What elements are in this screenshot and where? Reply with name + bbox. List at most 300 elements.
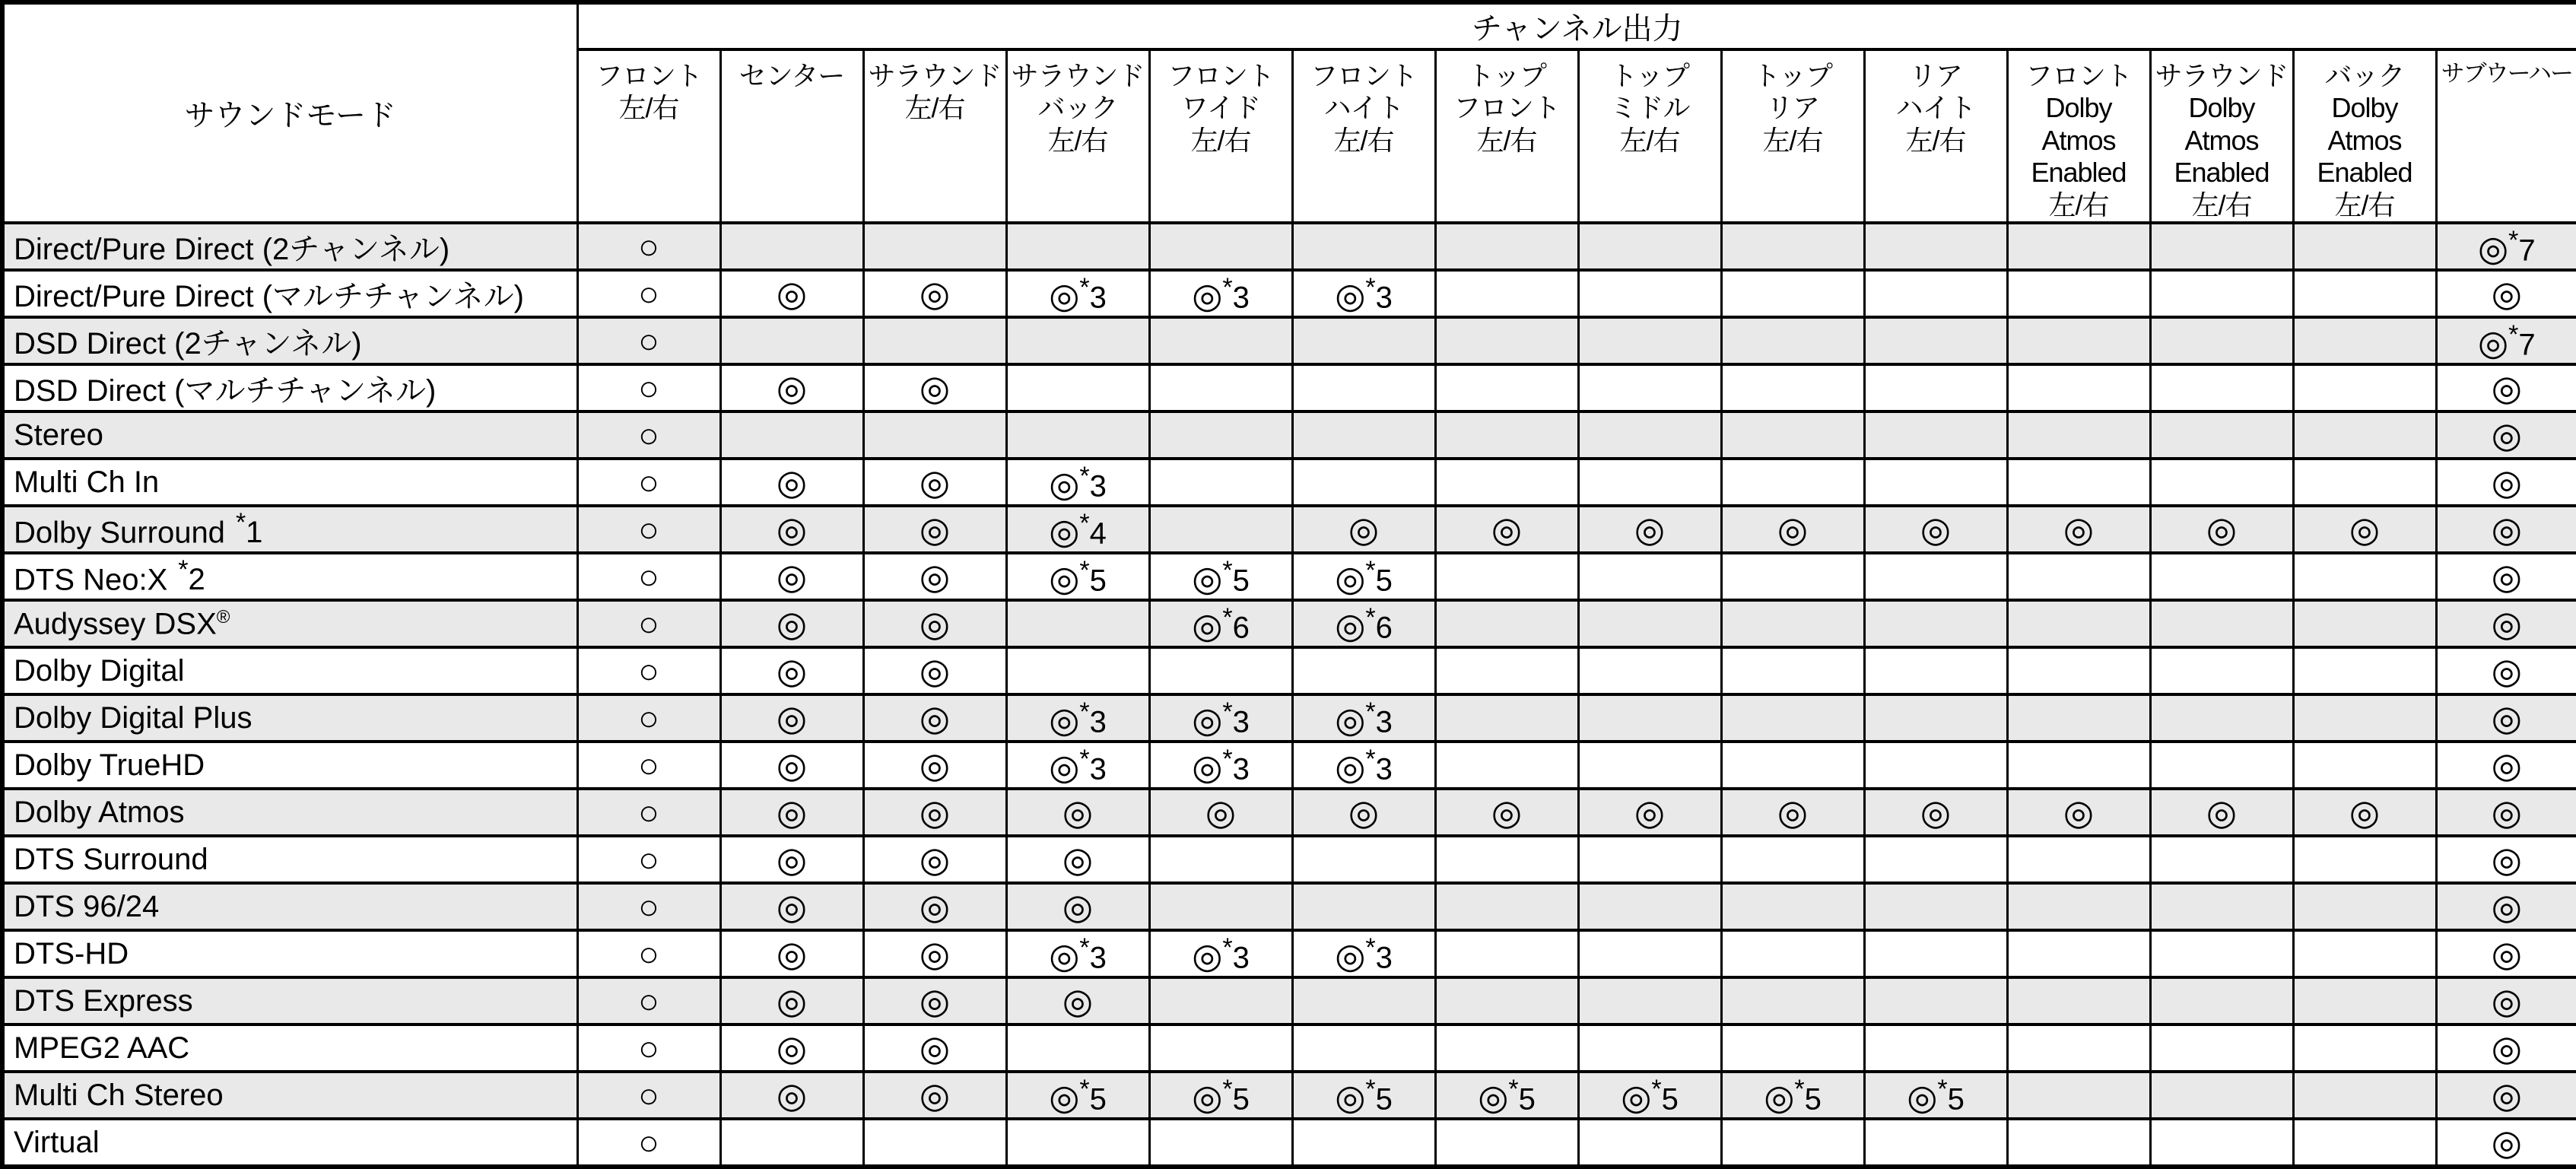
- empty-cell-top-rear-lr: [1721, 364, 1864, 411]
- empty-cell-top-middle-lr: [1578, 553, 1721, 600]
- output-mark-front-lr: ○: [577, 930, 720, 977]
- output-mark-front-lr: ○: [577, 1024, 720, 1072]
- sound-mode-label: Direct/Pure Direct (2チャンネル): [2, 223, 577, 270]
- empty-cell-top-rear-lr: [1721, 270, 1864, 317]
- output-mark-front-lr: ○: [577, 364, 720, 411]
- output-mark-front-lr: ○: [577, 836, 720, 883]
- empty-cell-front-height-lr: [1292, 647, 1435, 694]
- empty-cell-back-dolby-atmos-lr: [2293, 742, 2436, 789]
- output-mark-surround-back-lr: ◎*3: [1006, 694, 1149, 742]
- empty-cell-surround-dolby-atmos-lr: [2150, 1024, 2293, 1072]
- sound-mode-label: Dolby Digital: [2, 647, 577, 694]
- output-mark-front-wide-lr: ◎*5: [1149, 553, 1292, 600]
- empty-cell-rear-height-lr: [1864, 694, 2007, 742]
- output-mark-center: ◎: [720, 789, 863, 836]
- output-mark-surround-dolby-atmos-lr: ◎: [2150, 506, 2293, 553]
- output-mark-back-dolby-atmos-lr: ◎: [2293, 789, 2436, 836]
- empty-cell-top-rear-lr: [1721, 883, 1864, 930]
- output-mark-surround-back-lr: ◎*3: [1006, 930, 1149, 977]
- output-mark-top-front-lr: ◎: [1435, 506, 1578, 553]
- output-mark-surround-back-lr: ◎: [1006, 789, 1149, 836]
- empty-cell-surround-dolby-atmos-lr: [2150, 977, 2293, 1024]
- empty-cell-back-dolby-atmos-lr: [2293, 930, 2436, 977]
- empty-cell-top-rear-lr: [1721, 694, 1864, 742]
- table-row: [2, 600, 2576, 647]
- header-row-top: [2, 2, 2576, 49]
- empty-cell-surround-dolby-atmos-lr: [2150, 553, 2293, 600]
- output-mark-top-middle-lr: ◎: [1578, 789, 1721, 836]
- column-header-top-middle-lr: トップ ミドル 左/右: [1578, 49, 1721, 223]
- table-row: [2, 223, 2576, 270]
- sound-mode-label: DTS-HD: [2, 930, 577, 977]
- table-row: [2, 1119, 2576, 1167]
- empty-cell-front-dolby-atmos-lr: [2007, 647, 2150, 694]
- empty-cell-front-dolby-atmos-lr: [2007, 600, 2150, 647]
- empty-cell-back-dolby-atmos-lr: [2293, 836, 2436, 883]
- empty-cell-surround-lr: [863, 1119, 1006, 1167]
- empty-cell-front-wide-lr: [1149, 977, 1292, 1024]
- empty-cell-rear-height-lr: [1864, 977, 2007, 1024]
- output-mark-surround-lr: ◎: [863, 789, 1006, 836]
- empty-cell-surround-lr: [863, 223, 1006, 270]
- empty-cell-top-front-lr: [1435, 223, 1578, 270]
- output-mark-subwoofer: ◎*7: [2436, 317, 2576, 364]
- empty-cell-rear-height-lr: [1864, 317, 2007, 364]
- sound-mode-label: Dolby Surround *1: [2, 506, 577, 553]
- output-mark-subwoofer: ◎: [2436, 694, 2576, 742]
- output-mark-center: ◎: [720, 600, 863, 647]
- empty-cell-surround-dolby-atmos-lr: [2150, 317, 2293, 364]
- output-mark-subwoofer: ◎*7: [2436, 223, 2576, 270]
- table-body: [2, 223, 2576, 1167]
- empty-cell-top-middle-lr: [1578, 1119, 1721, 1167]
- empty-cell-top-front-lr: [1435, 694, 1578, 742]
- sound-mode-label: Virtual: [2, 1119, 577, 1167]
- output-mark-front-lr: ○: [577, 647, 720, 694]
- output-mark-center: ◎: [720, 270, 863, 317]
- empty-cell-top-middle-lr: [1578, 647, 1721, 694]
- empty-cell-back-dolby-atmos-lr: [2293, 647, 2436, 694]
- sound-mode-label: DTS Neo:X *2: [2, 553, 577, 600]
- empty-cell-top-front-lr: [1435, 742, 1578, 789]
- column-header-top-rear-lr: トップ リア 左/右: [1721, 49, 1864, 223]
- empty-cell-back-dolby-atmos-lr: [2293, 317, 2436, 364]
- empty-cell-front-height-lr: [1292, 1024, 1435, 1072]
- empty-cell-top-middle-lr: [1578, 883, 1721, 930]
- empty-cell-surround-dolby-atmos-lr: [2150, 930, 2293, 977]
- empty-cell-front-dolby-atmos-lr: [2007, 694, 2150, 742]
- output-mark-surround-lr: ◎: [863, 883, 1006, 930]
- empty-cell-back-dolby-atmos-lr: [2293, 364, 2436, 411]
- empty-cell-surround-back-lr: [1006, 647, 1149, 694]
- output-mark-front-lr: ○: [577, 553, 720, 600]
- output-mark-surround-back-lr: ◎: [1006, 883, 1149, 930]
- empty-cell-surround-dolby-atmos-lr: [2150, 836, 2293, 883]
- output-mark-center: ◎: [720, 1072, 863, 1119]
- output-mark-subwoofer: ◎: [2436, 977, 2576, 1024]
- column-header-surround-dolby-atmos-lr: サラウンド Dolby Atmos Enabled 左/右: [2150, 49, 2293, 223]
- empty-cell-back-dolby-atmos-lr: [2293, 553, 2436, 600]
- output-mark-front-lr: ○: [577, 459, 720, 506]
- table-row: [2, 977, 2576, 1024]
- empty-cell-top-rear-lr: [1721, 977, 1864, 1024]
- empty-cell-surround-back-lr: [1006, 1024, 1149, 1072]
- output-mark-rear-height-lr: ◎*5: [1864, 1072, 2007, 1119]
- empty-cell-surround-dolby-atmos-lr: [2150, 1119, 2293, 1167]
- empty-cell-rear-height-lr: [1864, 883, 2007, 930]
- sound-mode-label: DTS 96/24: [2, 883, 577, 930]
- empty-cell-surround-dolby-atmos-lr: [2150, 883, 2293, 930]
- output-mark-surround-lr: ◎: [863, 553, 1006, 600]
- empty-cell-front-wide-lr: [1149, 411, 1292, 459]
- output-mark-subwoofer: ◎: [2436, 411, 2576, 459]
- empty-cell-center: [720, 411, 863, 459]
- empty-cell-center: [720, 223, 863, 270]
- table-row: [2, 364, 2576, 411]
- empty-cell-surround-dolby-atmos-lr: [2150, 694, 2293, 742]
- output-mark-subwoofer: ◎: [2436, 1024, 2576, 1072]
- output-mark-surround-dolby-atmos-lr: ◎: [2150, 789, 2293, 836]
- empty-cell-top-front-lr: [1435, 1024, 1578, 1072]
- empty-cell-front-wide-lr: [1149, 459, 1292, 506]
- empty-cell-front-dolby-atmos-lr: [2007, 742, 2150, 789]
- empty-cell-front-dolby-atmos-lr: [2007, 364, 2150, 411]
- output-mark-surround-back-lr: ◎*5: [1006, 1072, 1149, 1119]
- empty-cell-surround-back-lr: [1006, 223, 1149, 270]
- footnote-marker: *1: [235, 507, 263, 549]
- output-mark-center: ◎: [720, 930, 863, 977]
- empty-cell-top-middle-lr: [1578, 364, 1721, 411]
- empty-cell-front-wide-lr: [1149, 1119, 1292, 1167]
- empty-cell-front-height-lr: [1292, 364, 1435, 411]
- table-row: [2, 317, 2576, 364]
- sound-mode-label: Dolby TrueHD: [2, 742, 577, 789]
- output-mark-center: ◎: [720, 506, 863, 553]
- empty-cell-surround-lr: [863, 411, 1006, 459]
- empty-cell-back-dolby-atmos-lr: [2293, 977, 2436, 1024]
- empty-cell-back-dolby-atmos-lr: [2293, 694, 2436, 742]
- empty-cell-top-rear-lr: [1721, 836, 1864, 883]
- output-mark-front-dolby-atmos-lr: ◎: [2007, 789, 2150, 836]
- empty-cell-top-middle-lr: [1578, 223, 1721, 270]
- empty-cell-top-front-lr: [1435, 836, 1578, 883]
- empty-cell-surround-back-lr: [1006, 317, 1149, 364]
- sound-mode-label: DSD Direct (マルチチャンネル): [2, 364, 577, 411]
- output-mark-front-height-lr: ◎*3: [1292, 930, 1435, 977]
- output-mark-top-rear-lr: ◎*5: [1721, 1072, 1864, 1119]
- output-mark-surround-lr: ◎: [863, 270, 1006, 317]
- empty-cell-center: [720, 317, 863, 364]
- table-row: [2, 836, 2576, 883]
- empty-cell-top-middle-lr: [1578, 742, 1721, 789]
- empty-cell-surround-back-lr: [1006, 364, 1149, 411]
- output-mark-top-middle-lr: ◎*5: [1578, 1072, 1721, 1119]
- empty-cell-front-dolby-atmos-lr: [2007, 883, 2150, 930]
- output-mark-subwoofer: ◎: [2436, 930, 2576, 977]
- output-mark-front-lr: ○: [577, 1119, 720, 1167]
- empty-cell-top-middle-lr: [1578, 930, 1721, 977]
- table-row: [2, 883, 2576, 930]
- empty-cell-back-dolby-atmos-lr: [2293, 223, 2436, 270]
- empty-cell-front-wide-lr: [1149, 317, 1292, 364]
- output-mark-center: ◎: [720, 694, 863, 742]
- output-mark-surround-lr: ◎: [863, 694, 1006, 742]
- empty-cell-surround-back-lr: [1006, 1119, 1149, 1167]
- empty-cell-front-dolby-atmos-lr: [2007, 1072, 2150, 1119]
- empty-cell-top-front-lr: [1435, 930, 1578, 977]
- output-mark-front-lr: ○: [577, 223, 720, 270]
- empty-cell-front-dolby-atmos-lr: [2007, 977, 2150, 1024]
- table-row: [2, 553, 2576, 600]
- output-mark-surround-lr: ◎: [863, 930, 1006, 977]
- empty-cell-front-wide-lr: [1149, 883, 1292, 930]
- output-mark-top-front-lr: ◎*5: [1435, 1072, 1578, 1119]
- empty-cell-rear-height-lr: [1864, 459, 2007, 506]
- output-mark-center: ◎: [720, 742, 863, 789]
- table-row: [2, 1072, 2576, 1119]
- output-mark-front-wide-lr: ◎: [1149, 789, 1292, 836]
- output-mark-surround-lr: ◎: [863, 506, 1006, 553]
- empty-cell-top-front-lr: [1435, 459, 1578, 506]
- empty-cell-front-height-lr: [1292, 1119, 1435, 1167]
- empty-cell-front-height-lr: [1292, 977, 1435, 1024]
- sound-mode-label: Multi Ch Stereo: [2, 1072, 577, 1119]
- table-row: [2, 742, 2576, 789]
- output-mark-front-lr: ○: [577, 317, 720, 364]
- output-mark-center: ◎: [720, 364, 863, 411]
- column-header-front-height-lr: フロント ハイト 左/右: [1292, 49, 1435, 223]
- output-mark-center: ◎: [720, 1024, 863, 1072]
- sound-mode-label: Multi Ch In: [2, 459, 577, 506]
- empty-cell-top-front-lr: [1435, 647, 1578, 694]
- output-mark-center: ◎: [720, 647, 863, 694]
- column-header-front-dolby-atmos-lr: フロント Dolby Atmos Enabled 左/右: [2007, 49, 2150, 223]
- empty-cell-front-dolby-atmos-lr: [2007, 1024, 2150, 1072]
- output-mark-front-wide-lr: ◎*6: [1149, 600, 1292, 647]
- empty-cell-top-front-lr: [1435, 364, 1578, 411]
- output-mark-front-height-lr: ◎*5: [1292, 553, 1435, 600]
- column-header-rear-height-lr: リア ハイト 左/右: [1864, 49, 2007, 223]
- empty-cell-surround-lr: [863, 317, 1006, 364]
- empty-cell-top-middle-lr: [1578, 600, 1721, 647]
- output-mark-subwoofer: ◎: [2436, 553, 2576, 600]
- sound-mode-label: Audyssey DSX®: [2, 600, 577, 647]
- empty-cell-rear-height-lr: [1864, 364, 2007, 411]
- empty-cell-surround-dolby-atmos-lr: [2150, 223, 2293, 270]
- output-mark-front-wide-lr: ◎*3: [1149, 742, 1292, 789]
- column-header-front-lr: フロント 左/右: [577, 49, 720, 223]
- empty-cell-front-height-lr: [1292, 883, 1435, 930]
- empty-cell-surround-dolby-atmos-lr: [2150, 647, 2293, 694]
- empty-cell-front-dolby-atmos-lr: [2007, 317, 2150, 364]
- empty-cell-top-middle-lr: [1578, 836, 1721, 883]
- output-mark-surround-back-lr: ◎*3: [1006, 459, 1149, 506]
- output-mark-surround-lr: ◎: [863, 364, 1006, 411]
- empty-cell-top-rear-lr: [1721, 459, 1864, 506]
- output-mark-center: ◎: [720, 836, 863, 883]
- empty-cell-top-rear-lr: [1721, 647, 1864, 694]
- empty-cell-front-wide-lr: [1149, 364, 1292, 411]
- empty-cell-surround-dolby-atmos-lr: [2150, 364, 2293, 411]
- output-mark-front-lr: ○: [577, 270, 720, 317]
- output-mark-subwoofer: ◎: [2436, 1072, 2576, 1119]
- output-mark-front-wide-lr: ◎*3: [1149, 270, 1292, 317]
- output-mark-front-height-lr: ◎*3: [1292, 270, 1435, 317]
- empty-cell-back-dolby-atmos-lr: [2293, 600, 2436, 647]
- output-mark-surround-back-lr: ◎: [1006, 977, 1149, 1024]
- empty-cell-top-rear-lr: [1721, 1119, 1864, 1167]
- column-header-front-wide-lr: フロント ワイド 左/右: [1149, 49, 1292, 223]
- empty-cell-back-dolby-atmos-lr: [2293, 883, 2436, 930]
- empty-cell-top-rear-lr: [1721, 930, 1864, 977]
- sound-mode-header: サウンドモード: [2, 2, 577, 223]
- output-mark-front-lr: ○: [577, 742, 720, 789]
- output-mark-top-middle-lr: ◎: [1578, 506, 1721, 553]
- empty-cell-front-wide-lr: [1149, 647, 1292, 694]
- table-header: [2, 2, 2576, 223]
- output-mark-front-height-lr: ◎*5: [1292, 1072, 1435, 1119]
- sound-mode-label: MPEG2 AAC: [2, 1024, 577, 1072]
- output-mark-surround-lr: ◎: [863, 459, 1006, 506]
- empty-cell-top-front-lr: [1435, 317, 1578, 364]
- table-row: [2, 789, 2576, 836]
- empty-cell-front-wide-lr: [1149, 836, 1292, 883]
- output-mark-front-lr: ○: [577, 411, 720, 459]
- empty-cell-top-rear-lr: [1721, 411, 1864, 459]
- empty-cell-top-rear-lr: [1721, 742, 1864, 789]
- output-mark-front-lr: ○: [577, 1072, 720, 1119]
- sound-mode-label: Dolby Digital Plus: [2, 694, 577, 742]
- empty-cell-surround-dolby-atmos-lr: [2150, 270, 2293, 317]
- column-header-back-dolby-atmos-lr: バック Dolby Atmos Enabled 左/右: [2293, 49, 2436, 223]
- empty-cell-front-height-lr: [1292, 411, 1435, 459]
- output-mark-surround-lr: ◎: [863, 600, 1006, 647]
- empty-cell-rear-height-lr: [1864, 930, 2007, 977]
- output-mark-surround-back-lr: ◎*3: [1006, 270, 1149, 317]
- empty-cell-front-height-lr: [1292, 317, 1435, 364]
- output-mark-front-height-lr: ◎*3: [1292, 742, 1435, 789]
- column-header-surround-lr: サラウンド 左/右: [863, 49, 1006, 223]
- footnote-marker: *2: [178, 554, 205, 596]
- sound-mode-label: DTS Express: [2, 977, 577, 1024]
- output-mark-front-lr: ○: [577, 600, 720, 647]
- output-mark-front-lr: ○: [577, 506, 720, 553]
- empty-cell-top-middle-lr: [1578, 1024, 1721, 1072]
- empty-cell-surround-back-lr: [1006, 600, 1149, 647]
- output-mark-front-wide-lr: ◎*3: [1149, 930, 1292, 977]
- registered-mark: ®: [216, 606, 230, 627]
- empty-cell-top-rear-lr: [1721, 600, 1864, 647]
- output-mark-center: ◎: [720, 977, 863, 1024]
- output-mark-rear-height-lr: ◎: [1864, 506, 2007, 553]
- empty-cell-rear-height-lr: [1864, 742, 2007, 789]
- output-mark-surround-lr: ◎: [863, 647, 1006, 694]
- sound-mode-label: DSD Direct (2チャンネル): [2, 317, 577, 364]
- output-mark-center: ◎: [720, 883, 863, 930]
- empty-cell-rear-height-lr: [1864, 223, 2007, 270]
- output-mark-subwoofer: ◎: [2436, 459, 2576, 506]
- empty-cell-top-front-lr: [1435, 553, 1578, 600]
- empty-cell-rear-height-lr: [1864, 411, 2007, 459]
- output-mark-back-dolby-atmos-lr: ◎: [2293, 506, 2436, 553]
- output-mark-surround-back-lr: ◎*3: [1006, 742, 1149, 789]
- empty-cell-surround-dolby-atmos-lr: [2150, 459, 2293, 506]
- output-mark-front-height-lr: ◎*3: [1292, 694, 1435, 742]
- empty-cell-top-front-lr: [1435, 411, 1578, 459]
- output-mark-front-lr: ○: [577, 789, 720, 836]
- empty-cell-front-dolby-atmos-lr: [2007, 930, 2150, 977]
- output-mark-top-front-lr: ◎: [1435, 789, 1578, 836]
- output-mark-subwoofer: ◎: [2436, 600, 2576, 647]
- output-mark-subwoofer: ◎: [2436, 789, 2576, 836]
- column-header-top-front-lr: トップ フロント 左/右: [1435, 49, 1578, 223]
- empty-cell-front-height-lr: [1292, 459, 1435, 506]
- empty-cell-top-middle-lr: [1578, 270, 1721, 317]
- sound-mode-label: Direct/Pure Direct (マルチチャンネル): [2, 270, 577, 317]
- empty-cell-rear-height-lr: [1864, 553, 2007, 600]
- empty-cell-top-middle-lr: [1578, 459, 1721, 506]
- empty-cell-center: [720, 1119, 863, 1167]
- empty-cell-rear-height-lr: [1864, 1024, 2007, 1072]
- empty-cell-top-middle-lr: [1578, 694, 1721, 742]
- output-mark-subwoofer: ◎: [2436, 364, 2576, 411]
- output-mark-subwoofer: ◎: [2436, 1119, 2576, 1167]
- empty-cell-back-dolby-atmos-lr: [2293, 1024, 2436, 1072]
- output-mark-top-rear-lr: ◎: [1721, 506, 1864, 553]
- channel-output-header: チャンネル出力: [577, 2, 2576, 49]
- empty-cell-front-height-lr: [1292, 836, 1435, 883]
- output-mark-center: ◎: [720, 553, 863, 600]
- output-mark-front-lr: ○: [577, 977, 720, 1024]
- empty-cell-front-dolby-atmos-lr: [2007, 1119, 2150, 1167]
- empty-cell-front-dolby-atmos-lr: [2007, 411, 2150, 459]
- empty-cell-rear-height-lr: [1864, 836, 2007, 883]
- empty-cell-surround-dolby-atmos-lr: [2150, 742, 2293, 789]
- output-mark-front-wide-lr: ◎*5: [1149, 1072, 1292, 1119]
- column-header-surround-back-lr: サラウンド バック 左/右: [1006, 49, 1149, 223]
- output-mark-surround-lr: ◎: [863, 1024, 1006, 1072]
- empty-cell-back-dolby-atmos-lr: [2293, 270, 2436, 317]
- sound-mode-label: Dolby Atmos: [2, 789, 577, 836]
- output-mark-surround-back-lr: ◎*5: [1006, 553, 1149, 600]
- empty-cell-top-rear-lr: [1721, 223, 1864, 270]
- table-row: [2, 647, 2576, 694]
- empty-cell-front-dolby-atmos-lr: [2007, 553, 2150, 600]
- empty-cell-back-dolby-atmos-lr: [2293, 1119, 2436, 1167]
- empty-cell-rear-height-lr: [1864, 647, 2007, 694]
- output-mark-subwoofer: ◎: [2436, 742, 2576, 789]
- output-mark-surround-lr: ◎: [863, 836, 1006, 883]
- output-mark-front-wide-lr: ◎*3: [1149, 694, 1292, 742]
- output-mark-subwoofer: ◎: [2436, 647, 2576, 694]
- empty-cell-top-front-lr: [1435, 977, 1578, 1024]
- sound-mode-label: DTS Surround: [2, 836, 577, 883]
- empty-cell-surround-dolby-atmos-lr: [2150, 600, 2293, 647]
- output-mark-front-lr: ○: [577, 694, 720, 742]
- output-mark-front-lr: ○: [577, 883, 720, 930]
- empty-cell-front-dolby-atmos-lr: [2007, 836, 2150, 883]
- empty-cell-surround-dolby-atmos-lr: [2150, 1072, 2293, 1119]
- empty-cell-front-wide-lr: [1149, 223, 1292, 270]
- column-header-center: センター: [720, 49, 863, 223]
- output-mark-subwoofer: ◎: [2436, 883, 2576, 930]
- empty-cell-top-rear-lr: [1721, 553, 1864, 600]
- table-row: [2, 506, 2576, 553]
- table-row: [2, 270, 2576, 317]
- empty-cell-top-front-lr: [1435, 600, 1578, 647]
- empty-cell-front-dolby-atmos-lr: [2007, 270, 2150, 317]
- table-row: [2, 1024, 2576, 1072]
